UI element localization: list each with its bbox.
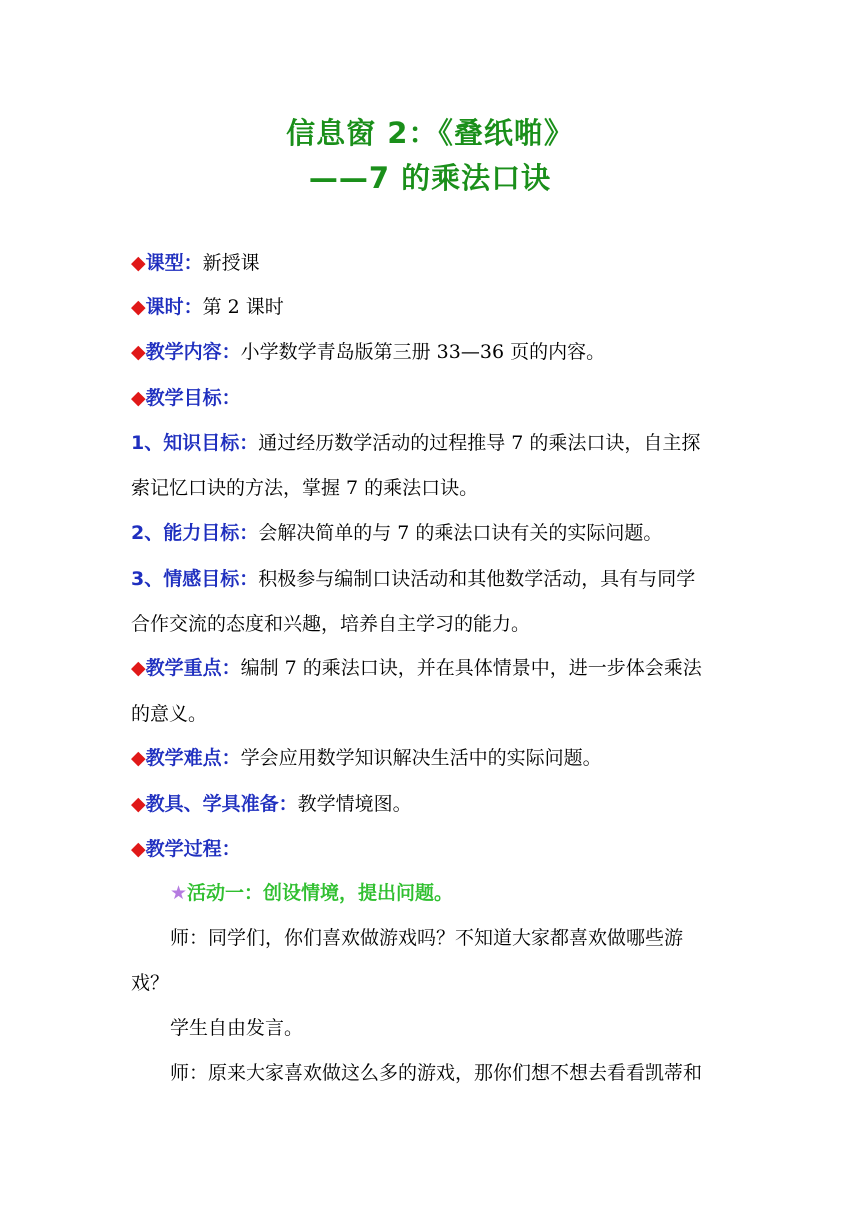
goal1-label: 1、知识目标： <box>131 432 259 454</box>
goal3-row <box>131 567 731 591</box>
periods-row <box>131 295 731 319</box>
goal1-continuation: 索记忆口诀的方法，掌握 7 的乘法口诀。 <box>131 477 479 499</box>
periods-label: 课时： <box>145 296 203 318</box>
diamond-icon: ◆ <box>131 252 146 274</box>
diamond-icon: ◆ <box>131 657 146 679</box>
goal3-text-line1: 积极参与编制口诀活动和其他数学活动，具有与同学 <box>258 568 696 590</box>
lesson-type-value: 新授课 <box>202 252 260 274</box>
goals-row <box>131 386 731 410</box>
dialogue-paragraph-1-continuation: 戏？ <box>131 972 170 994</box>
difficulty-row <box>131 746 731 770</box>
tools-text: 教学情境图。 <box>297 793 412 815</box>
document-title: 信息窗 2：《叠纸啪》 <box>286 116 574 150</box>
diamond-icon: ◆ <box>131 387 146 409</box>
activity1-title: 活动一：创设情境，提出问题。 <box>187 882 454 904</box>
tools-row <box>131 792 731 816</box>
key-point-label: 教学重点： <box>145 657 241 679</box>
diamond-icon: ◆ <box>131 747 146 769</box>
difficulty-text: 学会应用数学知识解决生活中的实际问题。 <box>240 747 602 769</box>
content-label: 教学内容： <box>145 341 241 363</box>
difficulty-label: 教学难点： <box>145 747 241 769</box>
goal3-label: 3、情感目标： <box>131 568 259 590</box>
goal2-text: 会解决简单的与 7 的乘法口诀有关的实际问题。 <box>258 522 663 544</box>
dialogue-paragraph-1: 师：同学们，你们喜欢做游戏吗？不知道大家都喜欢做哪些游 <box>170 927 684 949</box>
goal3-continuation: 合作交流的态度和兴趣，培养自主学习的能力。 <box>131 613 531 635</box>
periods-value: 第 2 课时 <box>202 296 284 318</box>
key-point-continuation: 的意义。 <box>131 703 208 725</box>
process-row <box>131 837 731 861</box>
star-icon: ★ <box>170 882 188 904</box>
diamond-icon: ◆ <box>131 296 146 318</box>
goal2-label: 2、能力目标： <box>131 522 259 544</box>
goal1-text-line1: 通过经历数学活动的过程推导 7 的乘法口诀，自主探 <box>258 432 701 454</box>
document-subtitle: ——7 的乘法口诀 <box>308 161 552 195</box>
lesson-type-label: 课型： <box>145 252 203 274</box>
content-row <box>131 340 731 364</box>
activity1-heading <box>170 881 770 905</box>
tools-label: 教具、学具准备： <box>145 793 298 815</box>
goal1-row <box>131 431 731 455</box>
lesson-type-row <box>131 251 731 275</box>
diamond-icon: ◆ <box>131 793 146 815</box>
key-point-row <box>131 656 731 680</box>
dialogue-paragraph-2: 学生自由发言。 <box>170 1017 304 1039</box>
dialogue-paragraph-3: 师：原来大家喜欢做这么多的游戏，那你们想不想去看看凯蒂和 <box>170 1062 703 1084</box>
goals-label: 教学目标： <box>145 387 241 409</box>
content-value: 小学数学青岛版第三册 33—36 页的内容。 <box>240 341 606 363</box>
process-label: 教学过程： <box>145 838 241 860</box>
diamond-icon: ◆ <box>131 341 146 363</box>
diamond-icon: ◆ <box>131 838 146 860</box>
key-point-text-line1: 编制 7 的乘法口诀，并在具体情景中，进一步体会乘法 <box>240 657 702 679</box>
goal2-row <box>131 521 731 545</box>
